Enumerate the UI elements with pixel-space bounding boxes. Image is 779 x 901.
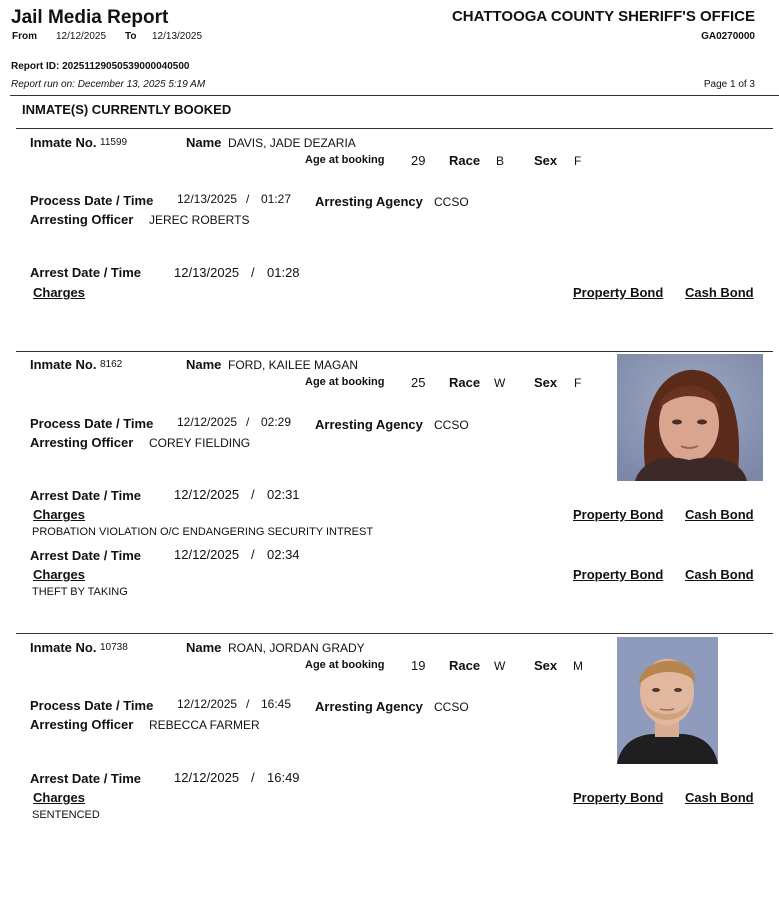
charges-label: Charges bbox=[33, 567, 86, 582]
to-date: 12/13/2025 bbox=[152, 31, 203, 42]
inmate-no-label: Inmate No. bbox=[30, 135, 97, 150]
slash: / bbox=[251, 487, 255, 502]
inmate-name: DAVIS, JADE DEZARIA bbox=[228, 136, 356, 150]
sex-value: F bbox=[574, 154, 582, 168]
header-rule bbox=[10, 95, 779, 96]
arrest-label: Arrest Date / Time bbox=[30, 771, 142, 786]
arresting-agency: CCSO bbox=[434, 700, 469, 714]
page-number: Page 1 of 3 bbox=[703, 79, 755, 90]
process-label: Process Date / Time bbox=[30, 416, 154, 431]
arrest-time: 02:31 bbox=[267, 487, 300, 502]
race-label: Race bbox=[449, 658, 481, 673]
charge-description: THEFT BY TAKING bbox=[32, 586, 128, 598]
name-label: Name bbox=[186, 357, 222, 372]
arresting-officer: JEREC ROBERTS bbox=[149, 213, 250, 227]
slash: / bbox=[246, 415, 250, 429]
arrest-date: 12/13/2025 bbox=[174, 265, 240, 280]
arrest-label: Arrest Date / Time bbox=[30, 265, 142, 280]
property-bond-label: Property Bond bbox=[573, 285, 664, 300]
sex-value: M bbox=[573, 659, 583, 673]
from-label: From bbox=[12, 31, 37, 42]
inmate-no-label: Inmate No. bbox=[30, 640, 97, 655]
race-value: W bbox=[494, 659, 506, 673]
arresting-agency-label: Arresting Agency bbox=[315, 194, 423, 209]
agency-code: GA0270000 bbox=[701, 31, 755, 42]
arresting-officer-label: Arresting Officer bbox=[30, 212, 134, 227]
name-label: Name bbox=[186, 640, 222, 655]
sex-label: Sex bbox=[534, 658, 558, 673]
inmate-photo bbox=[617, 354, 763, 481]
record-divider bbox=[16, 633, 773, 634]
inmate-name: ROAN, JORDAN GRADY bbox=[228, 641, 365, 655]
arrest-time: 16:49 bbox=[267, 770, 300, 785]
cash-bond-label: Cash Bond bbox=[685, 567, 754, 582]
arrest-label: Arrest Date / Time bbox=[30, 548, 142, 563]
process-time: 02:29 bbox=[261, 415, 292, 429]
process-date: 12/12/2025 bbox=[177, 697, 238, 711]
slash: / bbox=[251, 265, 255, 280]
arresting-agency-label: Arresting Agency bbox=[315, 417, 423, 432]
arresting-officer: COREY FIELDING bbox=[149, 436, 251, 450]
charge-description: PROBATION VIOLATION O/C ENDANGERING SECURITY INTREST bbox=[32, 526, 374, 538]
process-label: Process Date / Time bbox=[30, 698, 154, 713]
age-value: 25 bbox=[411, 375, 426, 390]
cash-bond-label: Cash Bond bbox=[685, 790, 754, 805]
to-label: To bbox=[125, 31, 137, 42]
record-divider bbox=[16, 351, 773, 352]
age-label: Age at booking bbox=[305, 154, 385, 166]
race-value: B bbox=[496, 154, 505, 168]
inmate-number: 11599 bbox=[100, 137, 128, 148]
process-time: 16:45 bbox=[261, 697, 292, 711]
arresting-officer-label: Arresting Officer bbox=[30, 717, 134, 732]
arrest-time: 02:34 bbox=[267, 547, 300, 562]
age-label: Age at booking bbox=[305, 659, 385, 671]
inmate-name: FORD, KAILEE MAGAN bbox=[228, 358, 359, 372]
cash-bond-label: Cash Bond bbox=[685, 285, 754, 300]
sex-value: F bbox=[574, 376, 582, 390]
inmate-photo bbox=[617, 637, 718, 764]
process-date: 12/13/2025 bbox=[177, 192, 238, 206]
arresting-agency: CCSO bbox=[434, 418, 469, 432]
race-value: W bbox=[494, 376, 506, 390]
process-label: Process Date / Time bbox=[30, 193, 154, 208]
charges-label: Charges bbox=[33, 790, 86, 805]
property-bond-label: Property Bond bbox=[573, 790, 664, 805]
process-date: 12/12/2025 bbox=[177, 415, 238, 429]
agency-name: CHATTOOGA COUNTY SHERIFF'S OFFICE bbox=[451, 8, 755, 25]
age-label: Age at booking bbox=[305, 376, 385, 388]
process-time: 01:27 bbox=[261, 192, 292, 206]
charges-label: Charges bbox=[33, 507, 86, 522]
slash: / bbox=[251, 770, 255, 785]
arresting-officer-label: Arresting Officer bbox=[30, 435, 134, 450]
name-label: Name bbox=[186, 135, 222, 150]
arresting-officer: REBECCA FARMER bbox=[149, 718, 260, 732]
from-date: 12/12/2025 bbox=[56, 31, 107, 42]
portrait-photo-icon bbox=[617, 354, 763, 481]
race-label: Race bbox=[449, 153, 481, 168]
section-rule bbox=[16, 128, 773, 129]
slash: / bbox=[246, 192, 250, 206]
inmate-number: 10738 bbox=[100, 642, 128, 653]
race-label: Race bbox=[449, 375, 481, 390]
report-title: Jail Media Report bbox=[11, 7, 169, 28]
charges-label: Charges bbox=[33, 285, 86, 300]
slash: / bbox=[246, 697, 250, 711]
cash-bond-label: Cash Bond bbox=[685, 507, 754, 522]
age-value: 29 bbox=[411, 153, 426, 168]
arrest-date: 12/12/2025 bbox=[174, 487, 240, 502]
arresting-agency: CCSO bbox=[434, 195, 469, 209]
arrest-date: 12/12/2025 bbox=[174, 770, 240, 785]
arrest-label: Arrest Date / Time bbox=[30, 488, 142, 503]
charge-description: SENTENCED bbox=[32, 809, 100, 821]
property-bond-label: Property Bond bbox=[573, 507, 664, 522]
arrest-date: 12/12/2025 bbox=[174, 547, 240, 562]
property-bond-label: Property Bond bbox=[573, 567, 664, 582]
inmate-no-label: Inmate No. bbox=[30, 357, 97, 372]
arrest-time: 01:28 bbox=[267, 265, 300, 280]
age-value: 19 bbox=[411, 658, 426, 673]
report-run-on: Report run on: December 13, 2025 5:19 AM bbox=[11, 79, 206, 90]
sex-label: Sex bbox=[534, 375, 558, 390]
sex-label: Sex bbox=[534, 153, 558, 168]
slash: / bbox=[251, 547, 255, 562]
section-title: INMATE(S) CURRENTLY BOOKED bbox=[22, 102, 232, 117]
inmate-number: 8162 bbox=[100, 359, 123, 370]
report-id: Report ID: 20251129050539000040500 bbox=[11, 61, 190, 72]
portrait-photo-icon bbox=[617, 637, 718, 764]
arresting-agency-label: Arresting Agency bbox=[315, 699, 423, 714]
